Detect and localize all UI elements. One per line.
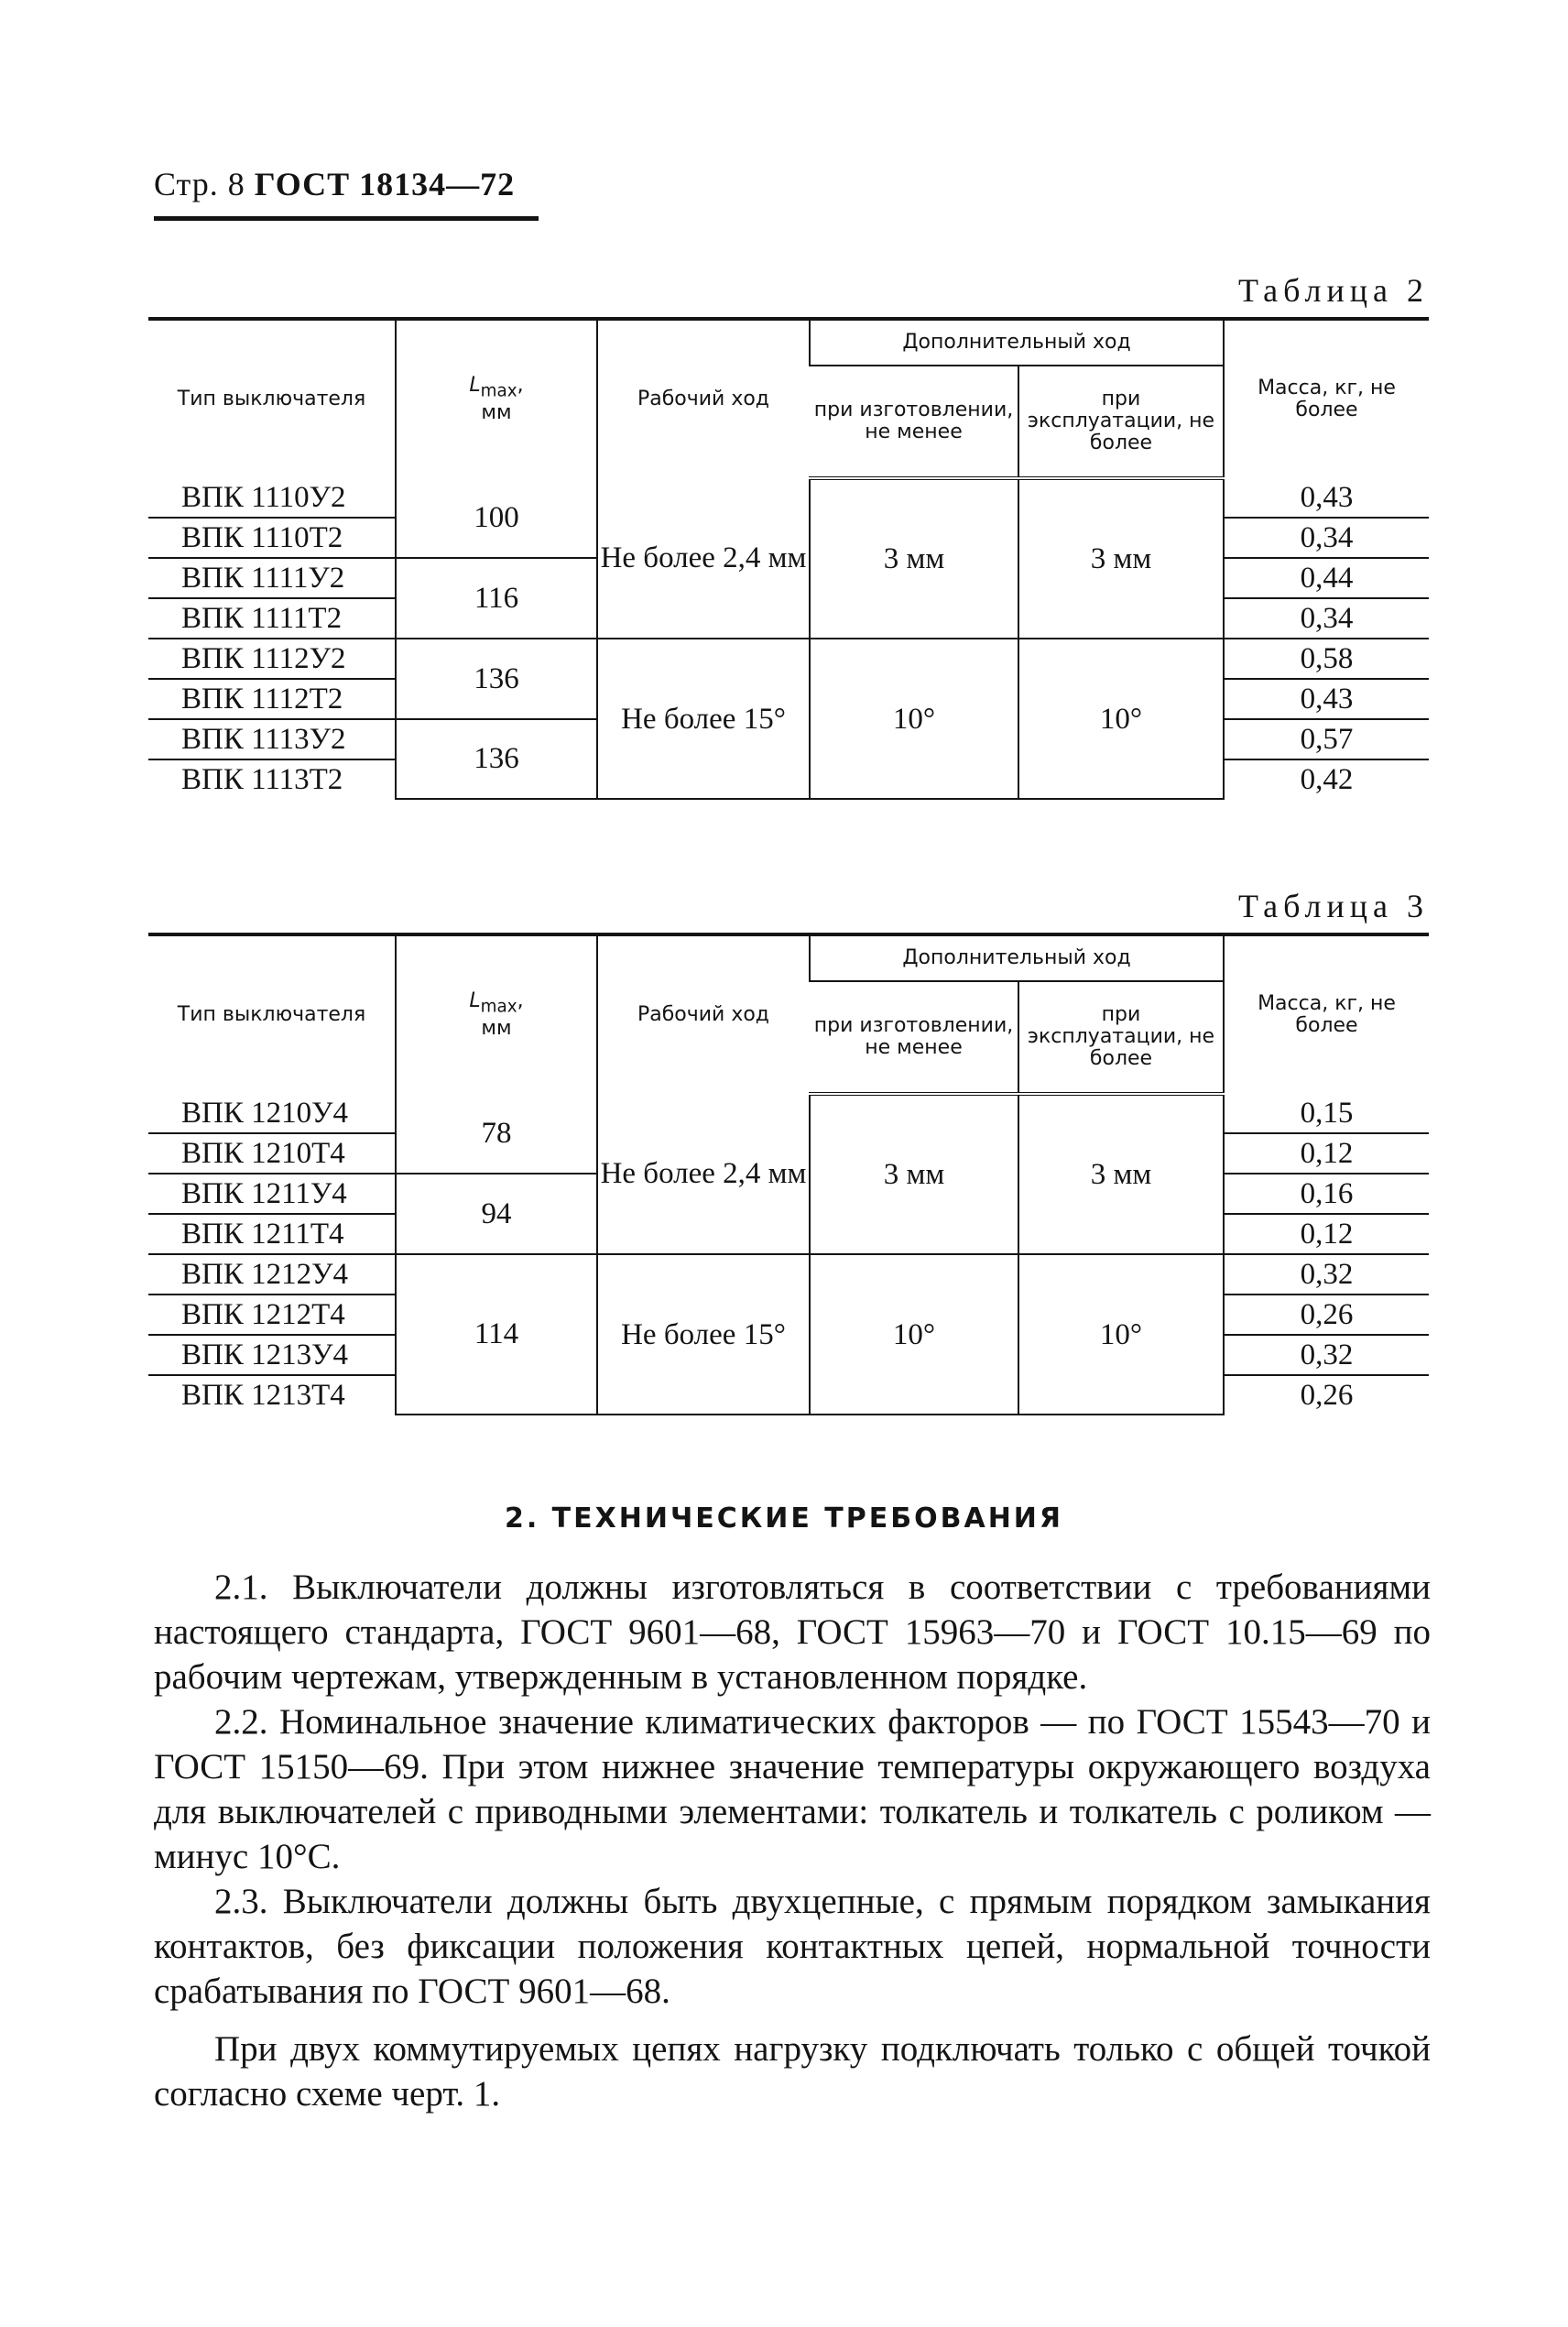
page-header — [154, 165, 515, 203]
travel-cell: Не более 15° — [597, 1254, 810, 1415]
mass-cell: 0,32 — [1224, 1335, 1429, 1375]
paragraph-2-2: 2.2. Номинальное значение климатических факторов — по ГОСТ 15543—70 и ГОСТ 15150—69. При этом нижнее значение температуры окружающего воздуха для выключателей с приводными элементами: толкатель и толкатель с роликом — минус 10°С. — [154, 1702, 1431, 1876]
col-lmax: $L_{max}$, мм — [396, 934, 597, 1094]
travel-cell: Не более 15° — [597, 639, 810, 799]
extra-mfg-cell: 10° — [810, 1254, 1018, 1415]
lmax-cell: 78 — [396, 1094, 597, 1174]
mass-cell: 0,43 — [1224, 478, 1429, 518]
col-extra-mfg: при изготовлении, не менее — [810, 366, 1018, 478]
travel-cell: Не более 2,4 мм — [597, 1094, 810, 1254]
lmax-cell: 136 — [396, 639, 597, 719]
mass-cell: 0,43 — [1224, 679, 1429, 719]
table3-caption: Таблица 3 — [1238, 888, 1429, 924]
table-row-type: ВПК 1112У2 — [148, 639, 396, 679]
col-extra-op: при эксплуатации, не более — [1018, 366, 1224, 478]
mass-cell: 0,58 — [1224, 639, 1429, 679]
extra-op-cell: 10° — [1018, 1254, 1224, 1415]
table-row-type: ВПК 1212Т4 — [148, 1295, 396, 1335]
col-mass: Масса, кг, не более — [1224, 934, 1429, 1094]
table-row-type: ВПК 1111У2 — [148, 558, 396, 598]
col-travel: Рабочий ход — [597, 934, 810, 1094]
extra-op-cell: 3 мм — [1018, 1094, 1224, 1254]
table-row-type: ВПК 1110Т2 — [148, 518, 396, 558]
mass-cell: 0,26 — [1224, 1295, 1429, 1335]
travel-cell: Не более 2,4 мм — [597, 478, 810, 639]
lmax-cell: 114 — [396, 1254, 597, 1415]
table-row-type: ВПК 1211У4 — [148, 1174, 396, 1214]
col-type: Тип выключателя — [177, 1003, 366, 1026]
lmax-cell: 100 — [396, 478, 597, 558]
mass-cell: 0,42 — [1224, 759, 1429, 799]
table-row-type: ВПК 1212У4 — [148, 1254, 396, 1295]
paragraph-2-1: 2.1. Выключатели должны изготовляться в соответствии с требованиями настоящего стандарта, ГОСТ 9601—68, ГОСТ 15963—70 и ГОСТ 10.15—69 по рабочим чертежам, утвержденным в установленном порядке. — [154, 1568, 1431, 1697]
table-row-type: ВПК 1113У2 — [148, 719, 396, 759]
mass-cell: 0,34 — [1224, 598, 1429, 639]
col-extra-group: Дополнительный ход — [810, 319, 1224, 366]
paragraph-2-3: 2.3. Выключатели должны быть двухцепные, с прямым порядком замыкания контактов, без фиксации положения контактных цепей, нормальной точности срабатывания по ГОСТ 9601—68. — [154, 1882, 1431, 2011]
mass-cell: 0,26 — [1224, 1375, 1429, 1415]
table-row-type: ВПК 1210Т4 — [148, 1133, 396, 1174]
lmax-cell: 136 — [396, 719, 597, 799]
table-row-type: ВПК 1111Т2 — [148, 598, 396, 639]
table2-caption: Таблица 2 — [1238, 272, 1429, 309]
table2 — [148, 317, 1429, 800]
extra-mfg-cell: 10° — [810, 639, 1018, 799]
table-row-type: ВПК 1210У4 — [148, 1094, 396, 1133]
mass-cell: 0,34 — [1224, 518, 1429, 558]
table-row-type: ВПК 1112Т2 — [148, 679, 396, 719]
mass-cell: 0,12 — [1224, 1133, 1429, 1174]
lmax-cell: 116 — [396, 558, 597, 639]
header-rule — [154, 216, 539, 221]
extra-op-cell: 3 мм — [1018, 478, 1224, 639]
lmax-cell: 94 — [396, 1174, 597, 1254]
col-travel: Рабочий ход — [597, 319, 810, 478]
col-extra-op: при эксплуатации, не более — [1018, 981, 1224, 1094]
mass-cell: 0,57 — [1224, 719, 1429, 759]
col-lmax: $L_{max}$, мм — [396, 319, 597, 478]
mass-cell: 0,15 — [1224, 1094, 1429, 1133]
col-mass: Масса, кг, не более — [1224, 319, 1429, 478]
mass-cell: 0,12 — [1224, 1214, 1429, 1254]
table-row-type: ВПК 1213У4 — [148, 1335, 396, 1375]
extra-op-cell: 10° — [1018, 639, 1224, 799]
body-text — [154, 1565, 1431, 2116]
col-type: Тип выключателя — [177, 388, 366, 410]
table-row-type: ВПК 1110У2 — [148, 478, 396, 518]
table-row-type: ВПК 1213Т4 — [181, 1378, 345, 1412]
standard-title: ГОСТ 18134—72 — [254, 166, 516, 202]
mass-cell: 0,16 — [1224, 1174, 1429, 1214]
col-extra-group: Дополнительный ход — [810, 934, 1224, 981]
paragraph-note: При двух коммутируемых цепях нагрузку подключать только с общей точкой согласно схеме черт. 1. — [154, 2029, 1431, 2114]
table-row-type: ВПК 1113Т2 — [181, 762, 343, 796]
table-row-type: ВПК 1211Т4 — [148, 1214, 396, 1254]
page-number: Стр. 8 — [154, 166, 245, 202]
mass-cell: 0,32 — [1224, 1254, 1429, 1295]
col-extra-mfg: при изготовлении, не менее — [810, 981, 1018, 1094]
extra-mfg-cell: 3 мм — [810, 1094, 1018, 1254]
mass-cell: 0,44 — [1224, 558, 1429, 598]
section-title: 2. ТЕХНИЧЕСКИЕ ТРЕБОВАНИЯ — [504, 1502, 1064, 1535]
extra-mfg-cell: 3 мм — [810, 478, 1018, 639]
table3 — [148, 933, 1429, 1415]
